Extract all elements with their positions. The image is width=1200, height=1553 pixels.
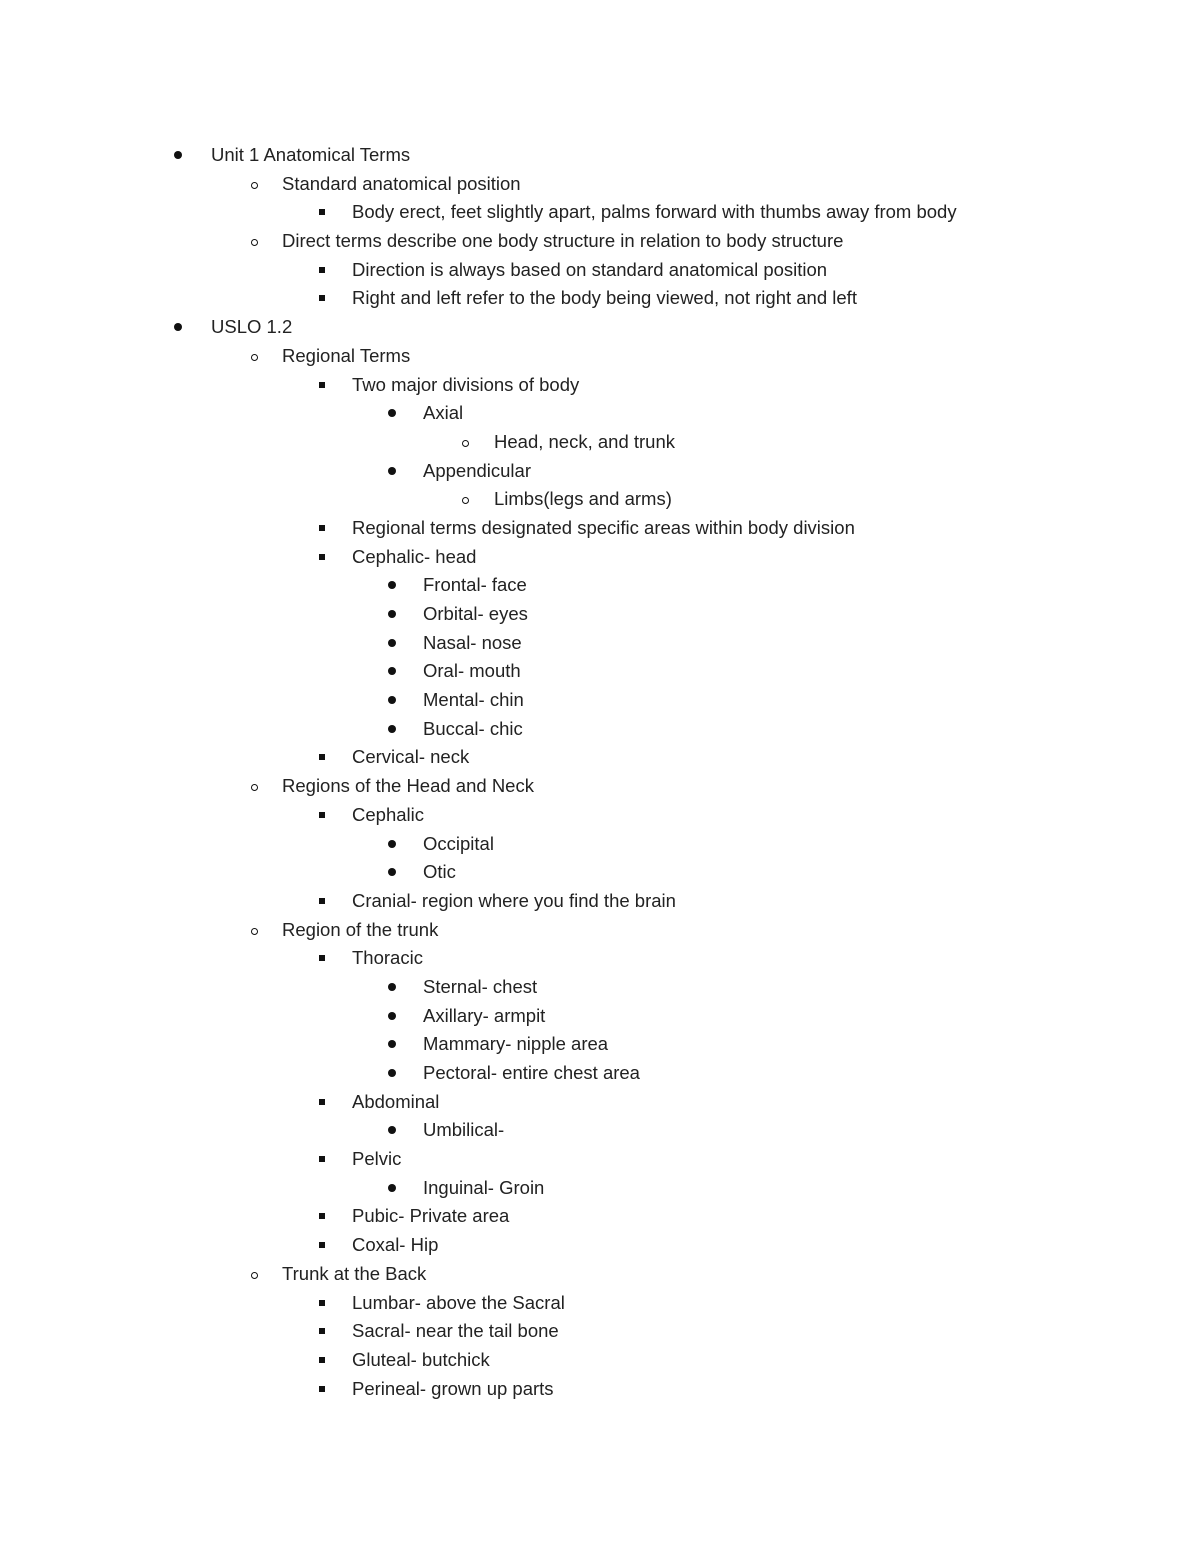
- outline-item-level-3: [0, 1231, 1200, 1260]
- outline-item-level-4: [0, 1002, 1200, 1031]
- outline-item-level-3: [0, 1375, 1200, 1404]
- outline-item-text: Pubic- Private area: [352, 1205, 510, 1227]
- outline-item-text: Perineal- grown up parts: [352, 1377, 554, 1399]
- outline-item-level-4: [0, 715, 1200, 744]
- outline-item-level-1: [0, 313, 1200, 342]
- square-bullet-icon: [312, 1289, 332, 1318]
- filled-circle-bullet-icon: [382, 1116, 402, 1145]
- outline-item-level-4: [0, 629, 1200, 658]
- outline-item-level-4: [0, 830, 1200, 859]
- square-bullet-icon: [312, 1346, 332, 1375]
- filled-circle-bullet-icon: [382, 830, 402, 859]
- outline-item-level-3: [0, 1289, 1200, 1318]
- outline-item-text: Direct terms describe one body structure in relation to body structure: [282, 230, 844, 252]
- outline-item-text: Limbs(legs and arms): [494, 488, 672, 510]
- outline-item-text: Appendicular: [423, 459, 531, 481]
- outline-item-level-3: [0, 801, 1200, 830]
- filled-circle-bullet-icon: [382, 686, 402, 715]
- outline-item-text: Pectoral- entire chest area: [423, 1062, 640, 1083]
- square-bullet-icon: [312, 944, 332, 973]
- bulleted-outline: [0, 141, 1200, 1403]
- square-bullet-icon: [312, 256, 332, 285]
- outline-item-text: Thoracic: [352, 947, 423, 969]
- filled-circle-bullet-icon: [382, 1059, 402, 1088]
- outline-item-text: Umbilical-: [423, 1119, 505, 1141]
- outline-item-text: Cephalic: [352, 803, 424, 825]
- outline-item-text: Buccal- chic: [423, 717, 523, 739]
- outline-item-level-4: [0, 657, 1200, 686]
- outline-item-level-3: [0, 887, 1200, 916]
- outline-item-text: Lumbar- above the Sacral: [352, 1291, 565, 1313]
- outline-item-level-3: [0, 1346, 1200, 1375]
- outline-item-text: Oral- mouth: [423, 660, 521, 682]
- filled-circle-bullet-icon: [382, 715, 402, 744]
- outline-item-level-3: [0, 743, 1200, 772]
- outline-item-level-5: [0, 485, 1200, 514]
- outline-item-level-3: [0, 284, 1200, 313]
- square-bullet-icon: [312, 887, 332, 916]
- outline-item-text: Regions of the Head and Neck: [282, 775, 534, 797]
- outline-item-text: Region of the trunk: [282, 918, 439, 940]
- outline-item-level-2: [0, 342, 1200, 371]
- filled-circle-bullet-icon: [168, 141, 188, 170]
- outline-item-text: Regional Terms: [282, 344, 411, 366]
- hollow-circle-bullet-icon: [456, 428, 476, 457]
- outline-item-level-2: [0, 916, 1200, 945]
- hollow-circle-bullet-icon: [245, 1260, 265, 1289]
- outline-item-text: Head, neck, and trunk: [494, 430, 675, 452]
- filled-circle-bullet-icon: [382, 858, 402, 887]
- outline-item-level-3: [0, 514, 1200, 543]
- outline-item-text: Otic: [423, 861, 456, 883]
- outline-item-level-4: [0, 399, 1200, 428]
- hollow-circle-bullet-icon: [245, 772, 265, 801]
- outline-item-text: Unit 1 Anatomical Terms: [211, 144, 411, 165]
- filled-circle-bullet-icon: [382, 657, 402, 686]
- outline-item-level-2: [0, 227, 1200, 256]
- outline-item-level-3: [0, 198, 1200, 227]
- outline-item-level-2: [0, 1260, 1200, 1289]
- filled-circle-bullet-icon: [382, 629, 402, 658]
- outline-item-level-4: [0, 973, 1200, 1002]
- outline-item-text: Right and left refer to the body being viewed, not right and left: [352, 287, 857, 309]
- outline-item-text: Sternal- chest: [423, 975, 538, 997]
- filled-circle-bullet-icon: [382, 973, 402, 1002]
- hollow-circle-bullet-icon: [245, 170, 265, 199]
- hollow-circle-bullet-icon: [456, 485, 476, 514]
- outline-item-text: Coxal- Hip: [352, 1234, 439, 1256]
- outline-item-text: Two major divisions of body: [352, 373, 580, 395]
- filled-circle-bullet-icon: [382, 457, 402, 486]
- outline-item-text: Standard anatomical position: [282, 172, 521, 194]
- outline-item-level-3: [0, 1145, 1200, 1174]
- filled-circle-bullet-icon: [382, 1030, 402, 1059]
- outline-item-level-2: [0, 170, 1200, 199]
- square-bullet-icon: [312, 1202, 332, 1231]
- hollow-circle-bullet-icon: [245, 227, 265, 256]
- square-bullet-icon: [312, 1145, 332, 1174]
- outline-item-text: Regional terms designated specific areas within body division: [352, 516, 855, 538]
- filled-circle-bullet-icon: [382, 571, 402, 600]
- outline-item-text: Axillary- armpit: [423, 1004, 546, 1026]
- filled-circle-bullet-icon: [168, 313, 188, 342]
- outline-item-level-1: [0, 141, 1200, 170]
- outline-item-text: Nasal- nose: [423, 631, 522, 653]
- outline-item-level-4: [0, 457, 1200, 486]
- outline-item-level-4: [0, 686, 1200, 715]
- outline-item-level-2: [0, 772, 1200, 801]
- filled-circle-bullet-icon: [382, 600, 402, 629]
- outline-item-level-3: [0, 256, 1200, 285]
- outline-item-level-4: [0, 1174, 1200, 1203]
- filled-circle-bullet-icon: [382, 399, 402, 428]
- square-bullet-icon: [312, 284, 332, 313]
- outline-item-text: Cephalic- head: [352, 545, 477, 567]
- outline-item-text: Abdominal: [352, 1090, 440, 1112]
- outline-item-level-4: [0, 1030, 1200, 1059]
- outline-item-text: Mental- chin: [423, 689, 524, 711]
- filled-circle-bullet-icon: [382, 1002, 402, 1031]
- outline-item-level-5: [0, 428, 1200, 457]
- outline-item-level-4: [0, 571, 1200, 600]
- outline-item-text: Inguinal- Groin: [423, 1176, 545, 1198]
- outline-item-text: Frontal- face: [423, 574, 527, 596]
- outline-item-text: Body erect, feet slightly apart, palms forward with thumbs away from body: [352, 201, 957, 223]
- outline-item-level-3: [0, 371, 1200, 400]
- outline-item-text: Gluteal- butchick: [352, 1348, 490, 1370]
- outline-item-level-3: [0, 1317, 1200, 1346]
- outline-item-text: Cranial- region where you find the brain: [352, 889, 676, 911]
- square-bullet-icon: [312, 198, 332, 227]
- square-bullet-icon: [312, 1317, 332, 1346]
- outline-item-level-4: [0, 600, 1200, 629]
- outline-item-text: Axial: [423, 402, 464, 424]
- hollow-circle-bullet-icon: [245, 916, 265, 945]
- outline-item-text: Mammary- nipple area: [423, 1033, 609, 1055]
- outline-item-text: Pelvic: [352, 1148, 402, 1170]
- outline-item-text: Cervical- neck: [352, 746, 470, 768]
- outline-item-level-3: [0, 1088, 1200, 1117]
- outline-item-level-3: [0, 944, 1200, 973]
- filled-circle-bullet-icon: [382, 1174, 402, 1203]
- square-bullet-icon: [312, 1088, 332, 1117]
- outline-item-level-4: [0, 858, 1200, 887]
- outline-item-text: Sacral- near the tail bone: [352, 1320, 559, 1342]
- square-bullet-icon: [312, 543, 332, 572]
- outline-item-text: Occipital: [423, 832, 494, 854]
- outline-item-text: Direction is always based on standard anatomical position: [352, 258, 828, 280]
- outline-item-text: USLO 1.2: [211, 316, 293, 338]
- square-bullet-icon: [312, 1231, 332, 1260]
- outline-item-text: Orbital- eyes: [423, 603, 528, 624]
- outline-item-text: Trunk at the Back: [282, 1262, 427, 1284]
- outline-item-level-4: [0, 1059, 1200, 1088]
- hollow-circle-bullet-icon: [245, 342, 265, 371]
- square-bullet-icon: [312, 514, 332, 543]
- outline-item-level-3: [0, 1202, 1200, 1231]
- outline-item-level-3: [0, 543, 1200, 572]
- square-bullet-icon: [312, 1375, 332, 1404]
- square-bullet-icon: [312, 743, 332, 772]
- square-bullet-icon: [312, 371, 332, 400]
- outline-item-level-4: [0, 1116, 1200, 1145]
- square-bullet-icon: [312, 801, 332, 830]
